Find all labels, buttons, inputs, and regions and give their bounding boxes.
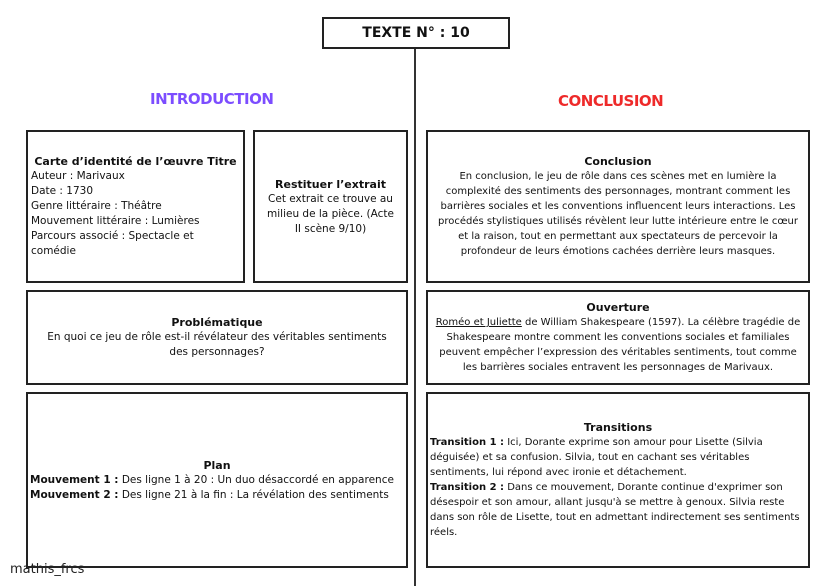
transition-item xyxy=(430,480,806,540)
conclusion-box xyxy=(426,130,810,283)
plan-item-text: Des ligne 1 à 20 : Un duo désaccordé en apparence xyxy=(118,473,394,486)
plan-item xyxy=(30,473,404,488)
transitions-box xyxy=(426,392,810,568)
problematique-text: En quoi ce jeu de rôle est-il révélateur des véritables sentiments des personnages? xyxy=(47,331,387,358)
identity-line-date: Date : 1730 xyxy=(31,185,94,197)
conclusion-heading: CONCLUSION xyxy=(558,92,664,110)
center-divider-line xyxy=(414,47,416,586)
ouverture-text-block xyxy=(431,315,805,375)
transition-item xyxy=(430,435,806,480)
problematique-title: Problématique xyxy=(171,316,263,329)
restituer-text: Cet extrait ce trouve au milieu de la pièce. (Acte II scène 9/10) xyxy=(267,192,394,235)
plan-item-label: Mouvement 2 : xyxy=(30,488,119,501)
page-title: TEXTE N° : 10 xyxy=(322,17,510,49)
plan-item xyxy=(30,488,404,503)
identity-card-box xyxy=(26,130,245,283)
identity-line-author: Auteur : Marivaux xyxy=(31,170,125,182)
identity-card-title: Carte d’identité de l’œuvre Titre xyxy=(34,155,237,168)
transitions-title: Transitions xyxy=(583,421,653,434)
transition-label: Transition 2 : xyxy=(430,482,505,493)
plan-title: Plan xyxy=(203,458,231,472)
plan-item-label: Mouvement 1 : xyxy=(30,473,119,486)
restituer-box xyxy=(253,130,408,283)
conclusion-text: En conclusion, le jeu de rôle dans ces scènes met en lumière la complexité des sentiments des personnages, montrant comment les barrières sociales et les conventions influencent leurs interactions. Les procédés stylistiques utilisés révèlent leur lutte intérieure entre le cœur et la raison, tout en permettant aux spectateurs de percevoir la profondeur de leurs émotions cachées derrière leurs masques. xyxy=(437,171,799,257)
restituer-title: Restituer l’extrait xyxy=(275,177,386,191)
problematique-box xyxy=(26,290,408,385)
transition-text: Ici, Dorante exprime son amour pour Lisette (Silvia déguisée) et sa confusion. Silvia, tout en cachant ses véritables sentiments, lui répond avec ironie et détachement. xyxy=(430,437,763,478)
transition-label: Transition 1 : xyxy=(430,437,505,448)
author-signature: mathis_frcs xyxy=(10,562,85,577)
ouverture-work-title: Roméo et Juliette xyxy=(435,317,522,328)
identity-line-genre: Genre littéraire : Théâtre xyxy=(31,200,162,212)
plan-item-text: Des ligne 21 à la fin : La révélation des sentiments xyxy=(118,488,389,501)
conclusion-title: Conclusion xyxy=(584,155,652,168)
ouverture-box xyxy=(426,290,810,385)
plan-box xyxy=(26,392,408,568)
transition-text: Dans ce mouvement, Dorante continue d'exprimer son désespoir et son amour, allant jusqu'à se mettre à genoux. Silvia reste dans son rôle de Lisette, tout en admettant indirectement ses sentiments réels. xyxy=(430,482,800,538)
identity-line-movement: Mouvement littéraire : Lumières xyxy=(31,215,200,227)
identity-line-parcours: Parcours associé : Spectacle et comédie xyxy=(31,230,194,257)
ouverture-text: de William Shakespeare (1597). La célèbre tragédie de Shakespeare montre comment les conventions sociales et familiales peuvent empêcher l’expression des véritables sentiments, tout comme les barrières sociales entravent les personnages de Marivaux. xyxy=(439,317,801,373)
ouverture-title: Ouverture xyxy=(586,301,650,314)
introduction-heading: INTRODUCTION xyxy=(150,90,274,108)
